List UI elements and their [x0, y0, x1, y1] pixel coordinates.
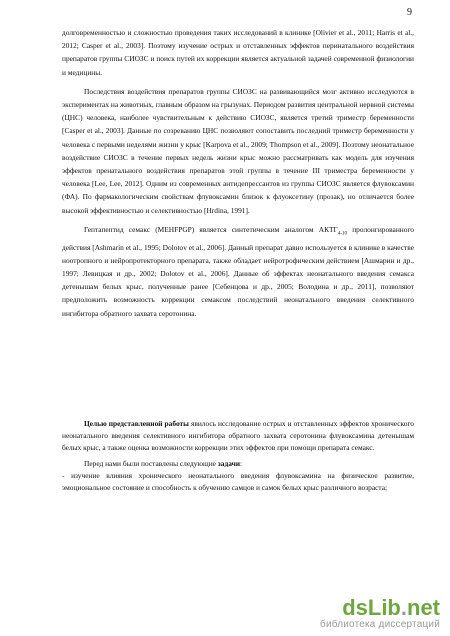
tasks-heading: задачи — [217, 459, 241, 468]
paragraph-semax — [62, 223, 414, 320]
goal-block — [62, 418, 414, 494]
dslib-watermark — [320, 597, 440, 630]
paragraph-tasks-intro — [62, 458, 414, 470]
document-body — [62, 26, 414, 320]
paragraph-goal — [62, 418, 414, 454]
tasks-colon: : — [240, 459, 243, 468]
tasks-intro-text: Перед нами были поставлены следующие — [84, 459, 218, 468]
acth-subscript: 4-10 — [337, 231, 347, 237]
paragraph-ssri-effects: Последствия воздействия препаратов группы СИОЗС на развивающийся мозг активно исследуются в экспериментах на животных, главным образом на грызунах. Периодом развития центральной нервной системы (ЦНС) человека, наиболее чувствительным к действию СИОЗС, является третий триместр беременности [Casper et al., 2003]. Данные по созреванию ЦНС позволяют сопоставить последний триместр беременности у человека с первыми неделями жизни у крыс [Karpova et al., 2009; Thompson et al., 2009]. Поэтому неонатальное воздействие СИОЗС в течение первых недель жизни крыс можно рассматривать как модель для изучения эффектов пренатального воздействия препаратов этой группы в течение III триместра беременности у человека [Lee, Lee, 2012]. Одним из современных антидепрессантов из группы СИОЗС является флувоксамин (ФА). По фармакологическим свойствам флувоксамин близок к флуоксетину (прозак), но отличается более высокой эффективностью и селективностью [Hrdina, 1991]. — [62, 86, 414, 215]
goal-heading: Целью представленной работы — [84, 419, 189, 428]
paragraph-task-1: - изучение влияния хронического неонатального введения флувоксамина на физическое развитие, эмоциональное состояние и способность к обучению самцов и самок белых крыс различного возраста; — [62, 471, 414, 492]
paragraph-intro: долговременностью и сложностью проведения таких исследований в клинике [Olivier et al., 2011; Harris et al., 2012; Casper et al., 2003]. Поэтому изучение острых и отставленных эффектов перинатального воздействия препаратов группы СИОЗС и поиск путей их коррекции является актуальной задачей современной физиологии и медицины. — [62, 28, 414, 77]
semax-body-text: пролонгированного действия [Ashmarin et al., 1995; Dolotov et al., 2006]. Данный препарат давно используется в клинике в качестве ноотропного и нейропротекторного препарата, также обладает нейротрофическим действием [Ашмарин и др., 1997; Левицкая и др., 2002; Dolotov et al., 2006]. Данные об эффектах неонатального введения семакса детенышам белых крыс, полученные ранее [Себенцова и др., 2005; Володина и др., 2011], позволяют предположить возможность коррекции семаксом последствий неонатального введения селективного ингибитора обратного захвата серотонина. — [62, 224, 414, 318]
goal-text: явилось исследование острых и отставленных эффектов хронического неонатального введения селективного ингибитора обратного захвата серотонина флувоксамина детенышам белых крыс, а также оценка возможности коррекции этих эффектов при помощи препарата семакс. — [62, 419, 415, 452]
dslib-subtitle: библиотека диссертаций — [320, 619, 440, 630]
page-number: 9 — [407, 7, 412, 18]
dslib-logo: dsLib.net — [342, 595, 440, 620]
semax-intro-text: Гептапептид семакс (MEHFPGP) является синтетическим аналогом АКТГ — [84, 224, 338, 234]
